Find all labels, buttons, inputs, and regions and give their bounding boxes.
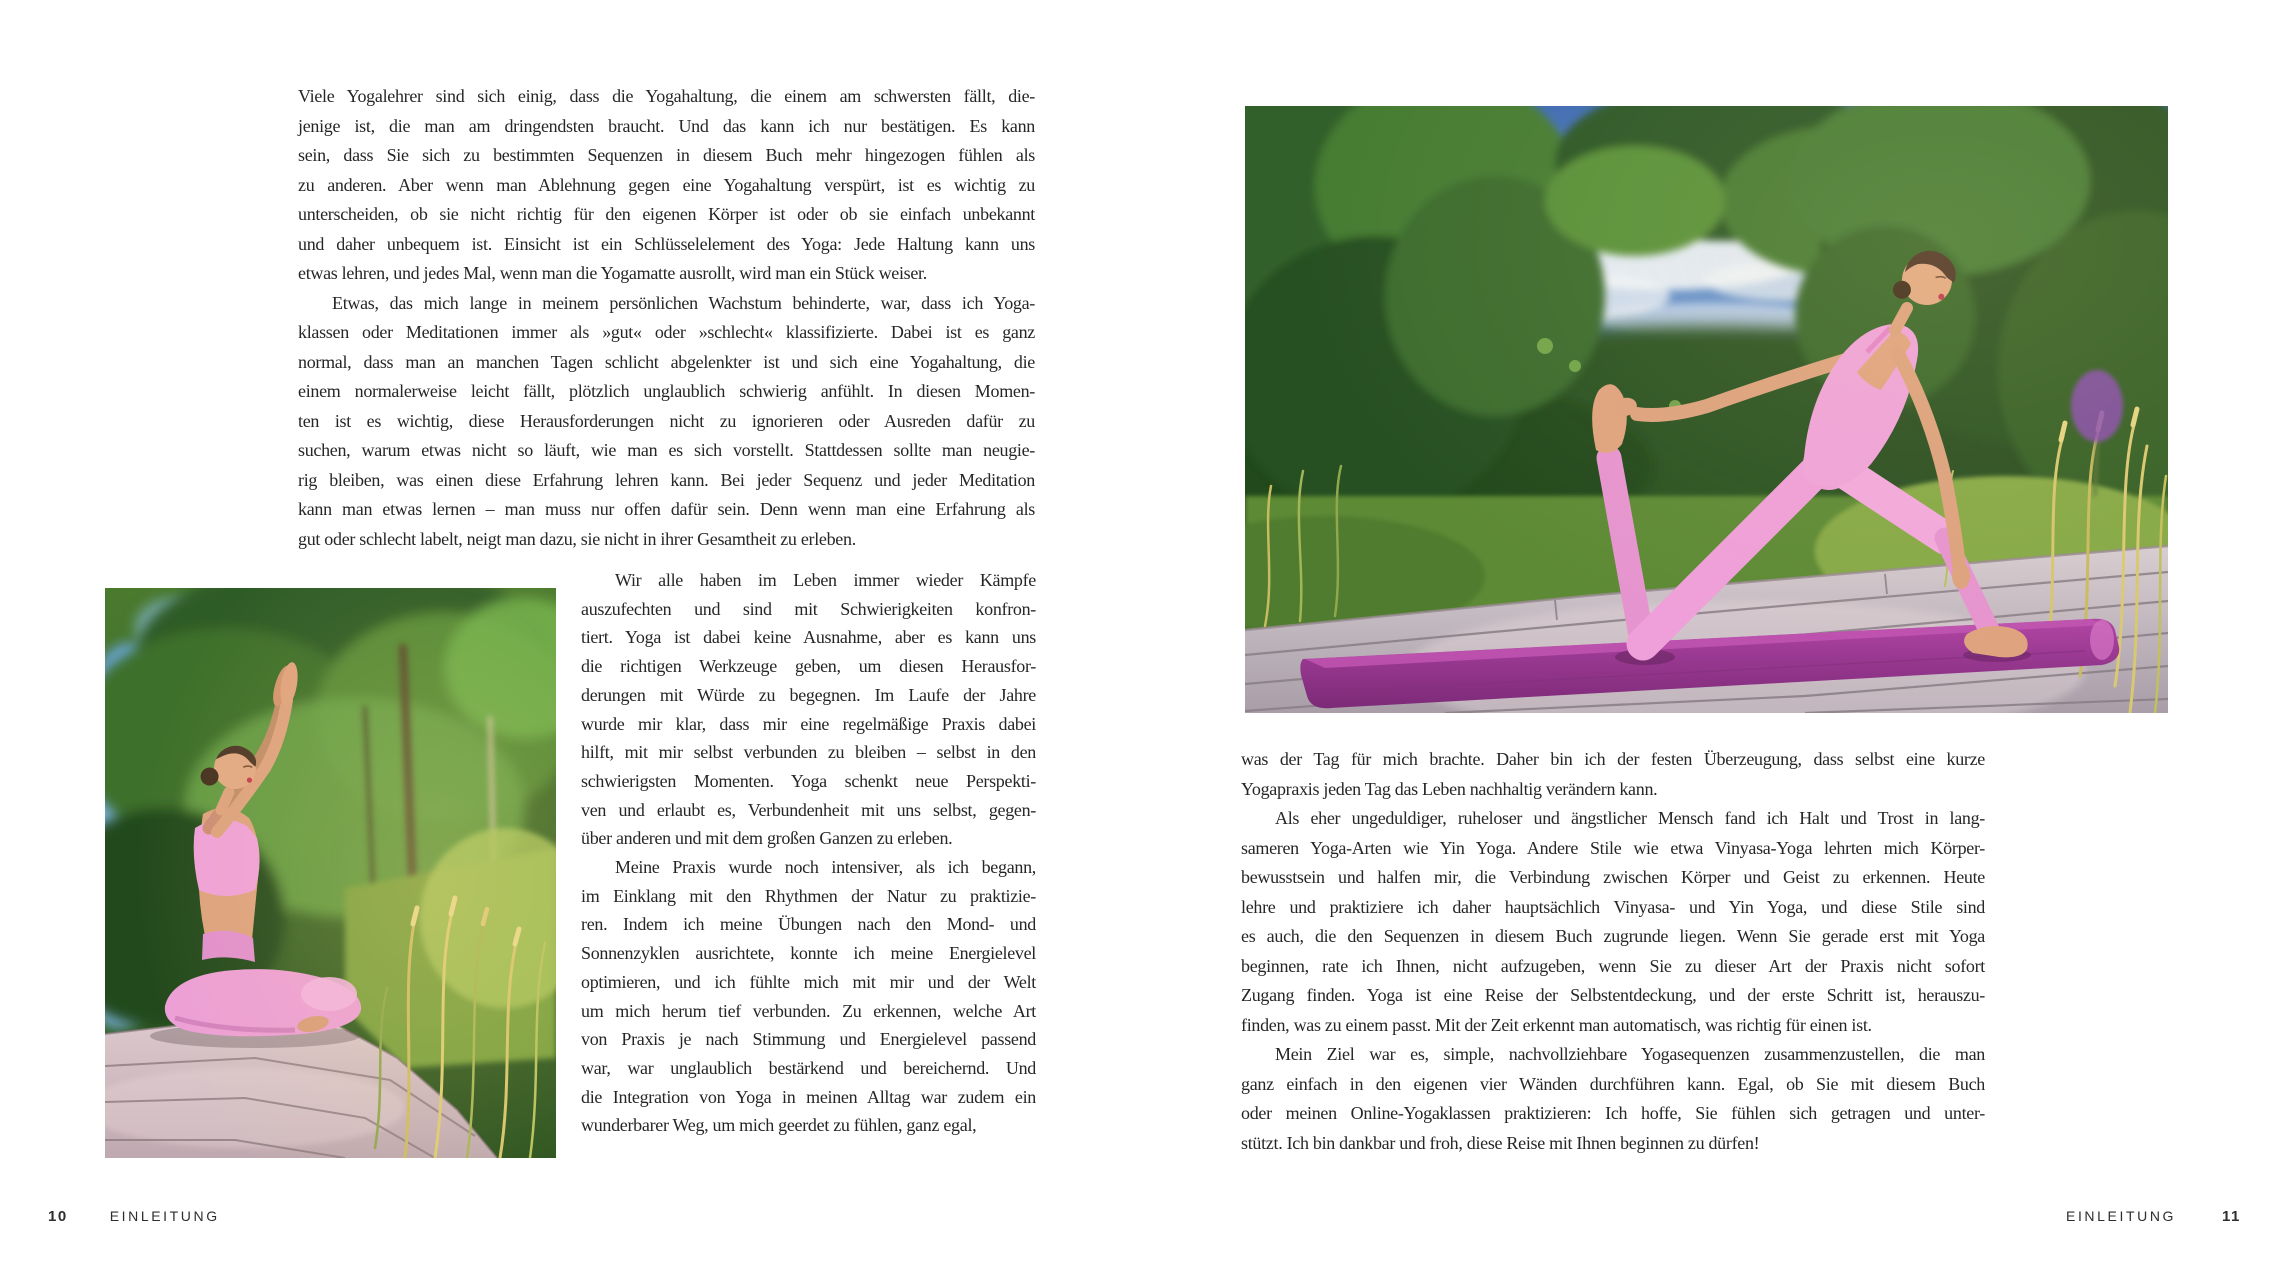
left-page-text-side [581,566,1036,1140]
text-line: normal, dass man an manchen Tagen schlicht abgelenkter ist und sich eine Yogahaltung, die [298,351,1035,372]
text-line: schwierigsten Momenten. Yoga schenkt neue Perspekti- [581,770,1036,791]
text-line: von Praxis je nach Stimmung und Energielevel passend [581,1029,1036,1050]
text-line: unterscheiden, ob sie nicht richtig für den eigenen Körper ist oder ob sie einfach unbekannt [298,204,1035,224]
text-line: finden, was zu einem passt. Mit der Zeit erkennt man automatisch, was richtig für einen ist. [1241,1014,1872,1035]
text-line: tiert. Yoga ist dabei keine Ausnahme, aber es kann uns [581,627,1036,648]
left-page-text-top [298,82,1035,554]
left-photo-illustration [105,588,556,1158]
text-line: sein, dass Sie sich zu bestimmten Sequenzen in diesem Buch mehr hingezogen fühlen als [298,145,1035,165]
text-line: im Einklang mit den Rhythmen der Natur zu praktizie- [581,885,1036,906]
text-line: lehre und praktiziere ich daher hauptsächlich Vinyasa- und Yin Yoga, und diese Stile sind [1241,896,1985,917]
text-line: kann man etwas lernen – man muss nur offen dafür sein. Denn wenn man eine Erfahrung als [298,499,1035,519]
text-line: optimieren, und ich fühlte mich mit mir und der Welt [581,971,1036,992]
text-line: rig bleiben, was einen diese Erfahrung lehren kann. Bei jeder Sequenz und jeder Meditation [298,469,1035,490]
text-line: Viele Yogalehrer sind sich einig, dass die Yogahaltung, die einem am schwersten fällt, die- [298,86,1035,106]
text-line: Etwas, das mich lange in meinem persönlichen Wachstum behinderte, war, dass ich Yoga- [332,292,1035,313]
text-line: Mein Ziel war es, simple, nachvollziehbare Yogasequenzen zusammenzustellen, die man [1275,1044,1985,1064]
text-line: es auch, die den Sequenzen in diesem Buch zugrunde liegen. Wenn Sie gerade erst mit Yoga [1241,926,1985,946]
text-line: die richtigen Werkzeuge geben, um diesen Herausfor- [581,656,1036,677]
text-line: klassen oder Meditationen immer als »gut« oder »schlecht« klassifizierte. Dabei ist es ganz [298,322,1035,342]
text-line: einem normalerweise leicht fällt, plötzlich unglaublich schwierig anfühlt. In diesen Momen- [298,381,1035,401]
text-line: ganz einfach in den eigenen vier Wänden durchführen kann. Egal, ob Sie mit diesem Buch [1241,1073,1985,1094]
text-line: wunderbarer Weg, um mich geerdet zu fühlen, ganz egal, [581,1115,977,1136]
right-photo [1245,106,2168,713]
text-line: auszufechten und sind mit Schwierigkeiten konfron- [581,598,1036,619]
text-line: Yogapraxis jeden Tag das Leben nachhaltig verändern kann. [1241,778,1658,799]
text-line: etwas lehren, und jedes Mal, wenn man die Yogamatte ausrollt, wird man ein Stück weiser. [298,263,927,283]
text-line: Meine Praxis wurde noch intensiver, als ich begann, [615,857,1036,878]
text-line: Sonnenzyklen ausrichtete, konnte ich meine Energielevel [581,943,1036,964]
text-line: und daher unbequem ist. Einsicht ist ein Schlüsselelement des Yoga: Jede Haltung kann uns [298,233,1035,254]
sunlight-glow [1245,106,2168,713]
text-line: jenige ist, die man am dringendsten braucht. Und das kann ich nur bestätigen. Es kann [298,115,1035,136]
sunlight-glow [105,588,556,1158]
right-page-footer [2066,1208,2241,1225]
text-line: ven und erlaubt es, Verbundenheit mit uns selbst, gegen- [581,799,1036,820]
left-photo [105,588,556,1158]
text-line: stützt. Ich bin dankbar und froh, diese Reise mit Ihnen beginnen zu dürfen! [1241,1132,1760,1153]
left-page-footer [48,1208,220,1225]
text-line: zu anderen. Aber wenn man Ablehnung gegen eine Yogahaltung verspürt, ist es wichtig zu [298,174,1035,195]
text-line: wurde mir klar, dass mir eine regelmäßige Praxis dabei [581,713,1036,734]
page-number: 10 [48,1208,68,1225]
right-photo-illustration [1245,106,2168,713]
text-line: bewusstsein und halfen mir, die Verbindung zwischen Körper und Geist zu erkennen. Heute [1241,867,1985,887]
text-line: sameren Yoga-Arten wie Yin Yoga. Andere Stile wie etwa Vinyasa-Yoga lehrten mich Körper- [1241,837,1985,858]
text-line: Wir alle haben im Leben immer wieder Kämpfe [615,570,1036,590]
text-line: um mich herum tief verbunden. Zu erkennen, welche Art [581,1000,1036,1021]
section-label: EINLEITUNG [2066,1208,2177,1224]
page-number: 11 [2222,1208,2241,1225]
text-line: oder meinen Online-Yogaklassen praktizieren: Ich hoffe, Sie fühlen sich getragen und unter- [1241,1103,1985,1123]
text-line: Als eher ungeduldiger, ruheloser und ängstlicher Mensch fand ich Halt und Trost in lang- [1275,808,1985,828]
text-line: über anderen und mit dem großen Ganzen zu erleben. [581,828,953,849]
text-line: hilft, mit mir selbst verbunden zu bleiben – selbst in den [581,742,1036,763]
text-line: was der Tag für mich brachte. Daher bin ich der festen Überzeugung, dass selbst eine kurze [1241,749,1985,769]
text-line: ten ist es wichtig, diese Herausforderungen nicht zu ignorieren oder Ausreden dafür zu [298,410,1035,431]
text-line: suchen, warum etwas nicht so läuft, wie man es sich vorstellt. Stattdessen sollte man neugie- [298,440,1035,460]
section-label: EINLEITUNG [109,1208,220,1224]
right-page-text [1241,745,1985,1158]
text-line: beginnen, rate ich Ihnen, nicht aufzugeben, wenn Sie zu dieser Art der Praxis nicht sofort [1241,955,1985,976]
text-line: gut oder schlecht labelt, neigt man dazu, sie nicht in ihrer Gesamtheit zu erleben. [298,528,856,549]
text-line: war, war unglaublich bestärkend und bereichernd. Und [581,1057,1036,1078]
text-line: ren. Indem ich meine Übungen nach den Mond- und [581,914,1036,935]
text-line: derungen mit Würde zu begegnen. Im Laufe der Jahre [581,684,1036,705]
text-line: die Integration von Yoga in meinen Alltag war zudem ein [581,1086,1036,1107]
text-line: Zugang finden. Yoga ist eine Reise der Selbstentdeckung, und der erste Schritt ist, herauszu- [1241,985,1985,1005]
